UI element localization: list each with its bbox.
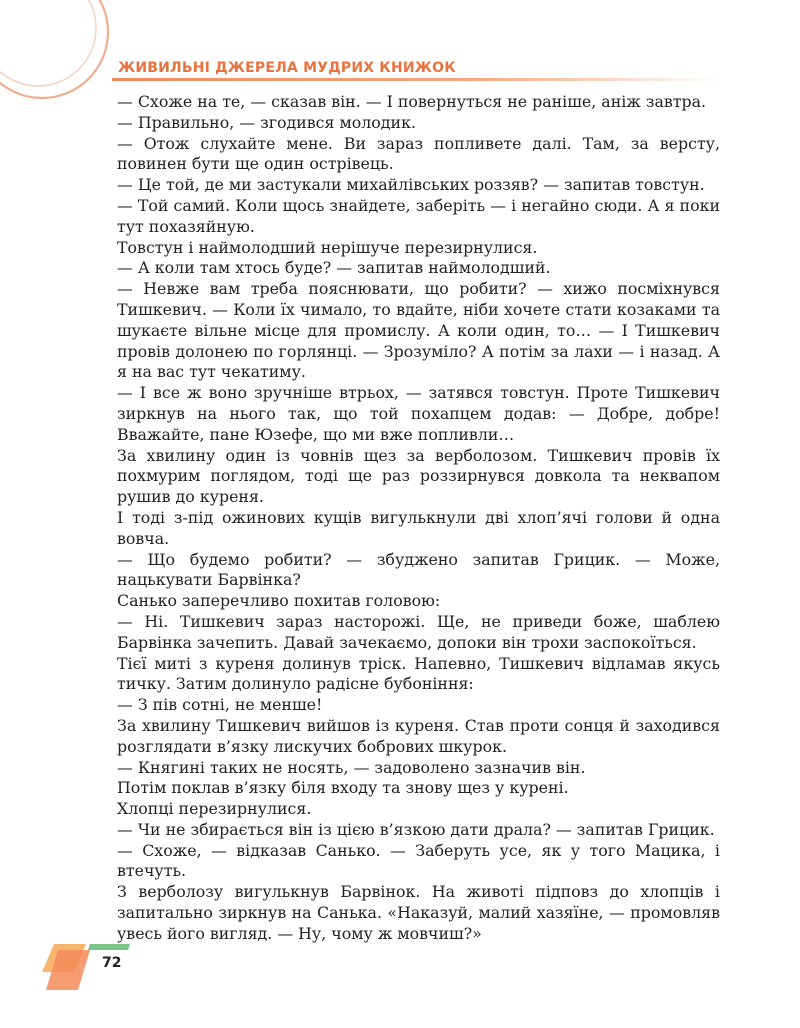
paragraph: І тоді з-під ожинових кущів вигулькнули дві хлоп’ячі голови й одна вовча. — [117, 507, 720, 548]
paragraph: — Княгині таких не носять, — задоволено зазначив він. — [117, 757, 586, 777]
paragraph: — Схоже, — відказав Санько. — Заберуть усе, як у того Мацика, і втечуть. — [117, 840, 720, 881]
section-header-title: ЖИВИЛЬНІ ДЖЕРЕЛА МУДРИХ КНИЖОК — [118, 60, 456, 76]
paragraph: — Невже вам треба пояснювати, що робити? — хижо посміхнувся Тишкевич. — Коли їх чимало, то вдайте, ніби хочете стати козаками та шукаєте вільне місце для промислу. А коли один, то… — І Тишкевич провів долонею по горлянці. — Зрозуміло? А потім за лахи — і назад. А я на вас тут чекатиму. — [117, 279, 720, 382]
page-number: 72 — [102, 955, 122, 971]
paragraph: — Отож слухайте мене. Ви зараз попливете далі. Там, за версту, повинен бути ще один острівець. — [117, 133, 720, 174]
paragraph: — А коли там хтось буде? — запитав наймолодший. — [117, 258, 551, 278]
paragraph: За хвилину Тишкевич вийшов із куреня. Став проти сонця й заходився розглядати в’язку лискучих бобрових шкурок. — [117, 715, 720, 756]
paragraph: Потім поклав в’язку біля входу та знову щез у курені. — [117, 778, 569, 798]
paragraph: — Ні. Тишкевич зараз насторожі. Ще, не приведи боже, шаблею Барвінка зачепить. Давай зачекаємо, допоки він трохи заспокоїться. — [117, 611, 720, 652]
paragraph: Товстун і наймолодший нерішуче перезирнулися. — [117, 237, 538, 257]
paragraph: — З пів сотні, не менше! — [117, 695, 323, 715]
paragraph: — І все ж воно зручніше втрьох, — затявся товстун. Проте Тишкевич зиркнув на нього так, що той похапцем додав: — Добре, добре! Вважайте, пане Юзефе, що ми вже попливли… — [117, 383, 720, 444]
paragraph: Тієї миті з куреня долинув тріск. Напевно, Тишкевич відламав якусь тичку. Затим долинуло радісне бубоніння: — [117, 653, 720, 694]
paragraph: — Правильно, — згодився молодик. — [117, 112, 416, 132]
paragraph: — Той самий. Коли щось знайдете, заберіть — і негайно сюди. А я поки тут похазяйную. — [117, 195, 720, 236]
header-decoration-circle — [0, 0, 130, 110]
paragraph: З верболозу вигулькнув Барвінок. На животі підповз до хлопців і запитально зиркнув на Санька. «Наказуй, малий хазяїне, — промовляв увесь його вигляд. — Ну, чому ж мовчиш?» — [117, 882, 720, 943]
paragraph: — Що будемо робити? — збуджено запитав Грицик. — Може, нацькувати Барвінка? — [117, 549, 720, 590]
paragraph: Хлопці перезирнулися. — [117, 799, 312, 819]
header-rule — [112, 78, 722, 81]
paragraph: — Чи не збирається він із цією в’язкою дати драла? — запитав Грицик. — [117, 819, 715, 839]
footer-decoration — [40, 938, 140, 998]
paragraph: За хвилину один із човнів щез за верболозом. Тишкевич провів їх похмурим поглядом, тоді ще раз роззирнувся довкола та неквапом рушив до куреня. — [117, 445, 720, 507]
story-text — [117, 92, 720, 945]
paragraph: — Це той, де ми застукали михайлівських роззяв? — запитав товстун. — [117, 175, 705, 195]
paragraph: Санько заперечливо похитав головою: — [117, 591, 441, 611]
paragraph: — Схоже на те, — сказав він. — І повернуться не раніше, аніж завтра. — [117, 92, 707, 111]
